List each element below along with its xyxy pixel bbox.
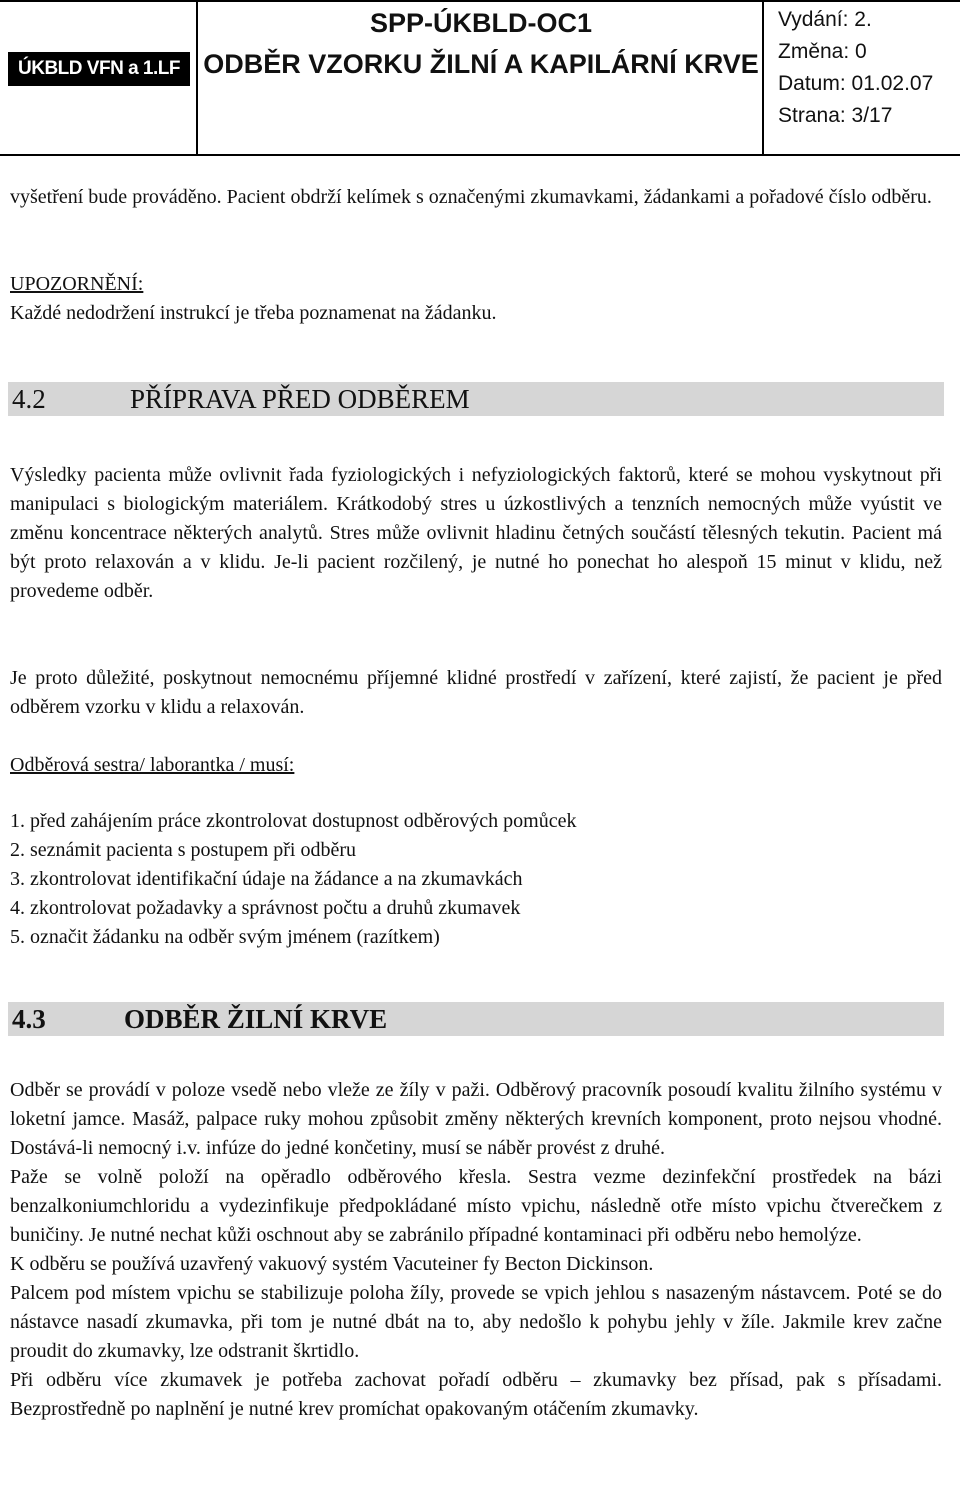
institution-logo: ÚKBLD VFN a 1.LF UK [8,52,190,86]
warning-label: UPOZORNĚNÍ: [10,273,144,295]
preparation-paragraph-1: Výsledky pacienta může ovlivnit řada fyziologických i nefyziologických faktorů, které se mohou vyskytnout při manipulaci s biologickým materiálem. Krátkodobý stres u úzkostlivých a tenzních nemocných může vyústit ve změnu koncentrace některých analytů. Stres může ovlivnit hladinu četných součástí tělesných tekutin. Pacient má být proto relaxován a v klidu. Je-li pacient rozčilený, je nutné ho ponechat ho alespoň 15 minut v klidu, než provedeme odběr. [10,464,942,602]
section-title: ODBĚR ŽILNÍ KRVE [124,1004,388,1034]
warning-text: Každé nedodržení instrukcí je třeba poznamenat na žádanku. [10,302,497,324]
paragraph: Při odběru více zkumavek je potřeba zachovat pořadí odběru – zkumavky bez přísad, pak s přísadami. Bezprostředně po naplnění je nutné krev promíchat opakovaným otáčením zkumavky. [10,1369,942,1420]
section-title: PŘÍPRAVA PŘED ODBĚREM [130,384,470,414]
list-item: 4. zkontrolovat požadavky a správnost počtu a druhů zkumavek [10,897,521,919]
section-heading-4-3 [8,1002,944,1036]
page-label: Strana: 3/17 [778,104,893,127]
edition-label: Vydání: 2. [778,8,872,31]
venous-sampling-text [10,1076,942,1424]
paragraph: Odběr se provádí v poloze vsedě nebo vleže ze žíly v paži. Odběrový pracovník posoudí kvalitu žilního systému v loketní jamce. Masáž, palpace ruky mohou způsobit změny některých krevních komponent, proto nejsou vhodné. Dostává-li nemocný i.v. infúze do jedné končetiny, musí se náběr provést z druhé. [10,1079,942,1159]
document-header [0,0,960,156]
header-meta-cell [764,2,960,156]
section-number: 4.2 [12,384,46,414]
paragraph: K odběru se používá uzavřený vakuový systém Vacuteiner fy Becton Dickinson. [10,1253,654,1275]
section-heading-4-2 [8,382,944,416]
preparation-paragraph-2: Je proto důležité, poskytnout nemocnému příjemné klidné prostředí v zařízení, které zajistí, že pacient je před odběrem vzorku v klidu a relaxován. [10,667,942,718]
list-item: 3. zkontrolovat identifikační údaje na žádance a na zkumavkách [10,868,523,890]
change-label: Změna: 0 [778,40,867,63]
paragraph: Paže se volně položí na opěradlo odběrového křesla. Sestra vezme dezinfekční prostředek na bázi benzalkoniumchloridu a vydezinfikuje předpokládané místo vpichu, následně otře místo vpichu čtverečkem z buničiny. Je nutné nechat kůži oschnout aby se zabránilo případné kontaminaci při odběru nebo hemolýze. [10,1166,942,1246]
header-logo-cell [0,2,198,156]
date-label: Datum: 01.02.07 [778,72,934,95]
document-title: ODBĚR VZORKU ŽILNÍ A KAPILÁRNÍ KRVE [203,49,759,79]
section-number: 4.3 [12,1004,46,1034]
list-item: 1. před zahájením práce zkontrolovat dostupnost odběrových pomůcek [10,810,577,832]
nurse-duties-title: Odběrová sestra/ laborantka / musí: [10,754,295,776]
header-title-cell [198,2,764,156]
list-item: 2. seznámit pacienta s postupem při odběru [10,839,357,861]
intro-paragraph: vyšetření bude prováděno. Pacient obdrží kelímek s označenými zkumavkami, žádankami a pořadové číslo odběru. [10,186,932,208]
document-code: SPP-ÚKBLD-OC1 [369,8,592,38]
paragraph: Palcem pod místem vpichu se stabilizuje poloha žíly, provede se vpich jehlou s nasazeným nástavcem. Poté se do nástavce nasadí zkumavka, při tom je nutné dbát na to, aby nedošlo k pohybu jehly v žíle. Jakmile krev začne proudit do zkumavky, lze odstranit škrtidlo. [10,1282,942,1362]
nurse-duties-list [10,807,942,952]
list-item: 5. označit žádanku na odběr svým jménem (razítkem) [10,926,440,948]
